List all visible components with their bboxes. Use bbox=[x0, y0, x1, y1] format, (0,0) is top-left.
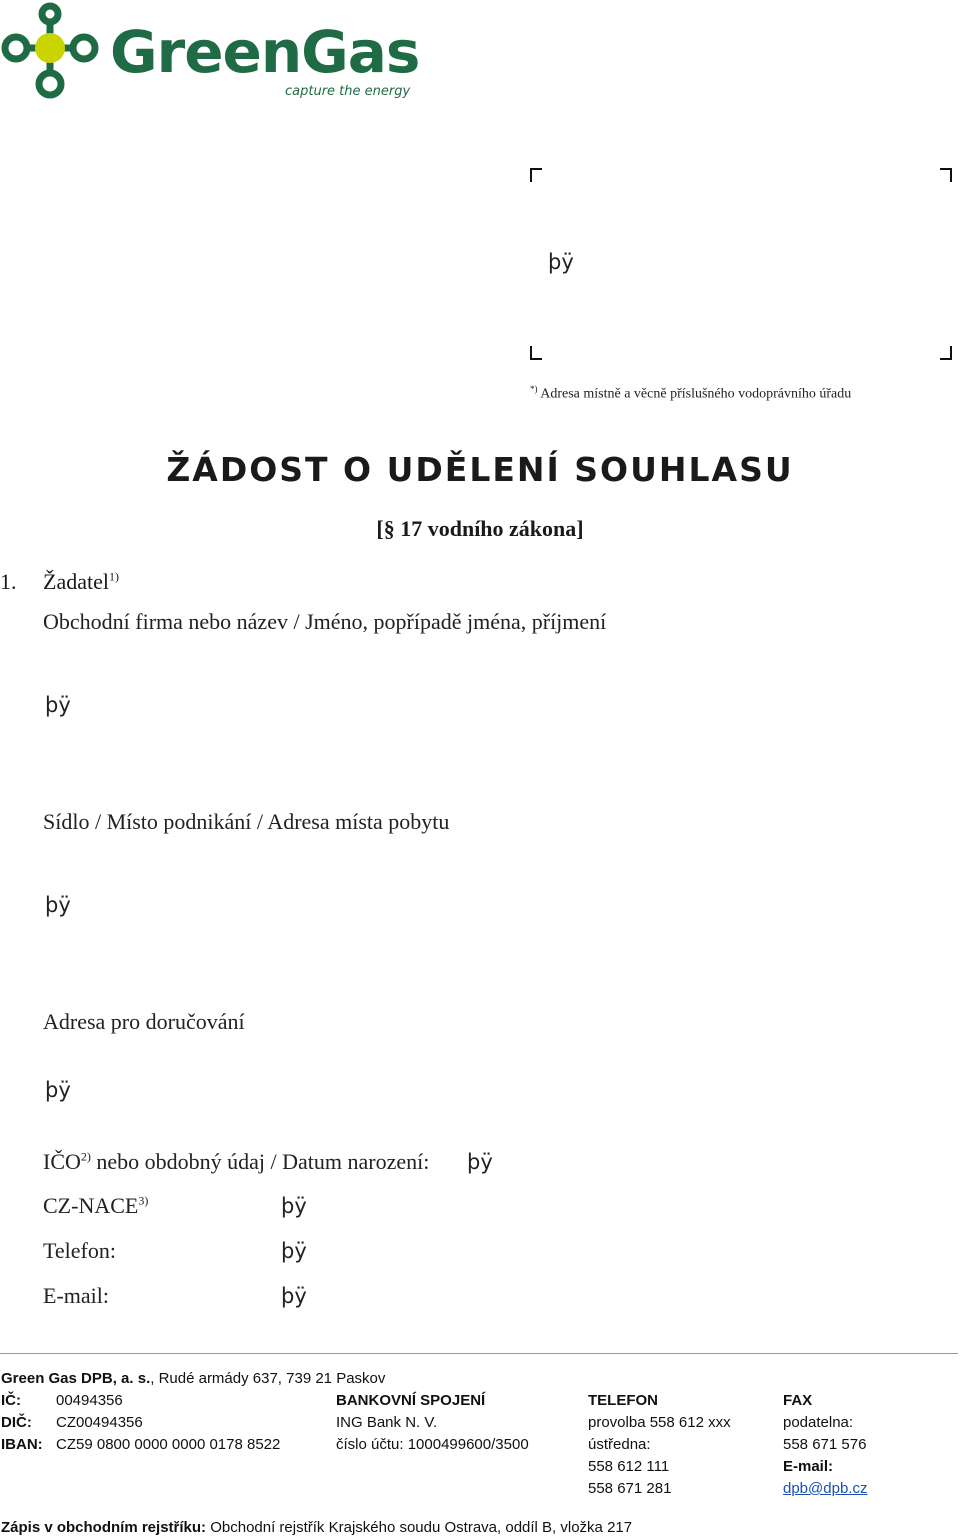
address-frame-corner-top-right bbox=[940, 168, 952, 182]
footer-dic-label: DIČ: bbox=[1, 1414, 32, 1431]
footer-fax-heading: FAX bbox=[783, 1392, 813, 1409]
company-name-field[interactable]: þÿ bbox=[45, 693, 71, 717]
seat-field[interactable]: þÿ bbox=[45, 893, 71, 917]
nace-note: 3) bbox=[138, 1193, 149, 1208]
logo-tagline: capture the energy bbox=[285, 84, 411, 99]
footer-bank-heading: BANKOVNÍ SPOJENÍ bbox=[336, 1392, 486, 1409]
page-title: ŽÁDOST O UDĚLENÍ SOUHLASU bbox=[166, 450, 794, 489]
footer-bank-account: číslo účtu: 1000499600/3500 bbox=[336, 1436, 529, 1453]
note-text: Adresa místně a věcně příslušného vodoprávního úřadu bbox=[540, 386, 852, 402]
footer-phone-line2: ústředna: bbox=[588, 1436, 651, 1453]
footer-phone-line1: provolba 558 612 xxx bbox=[588, 1414, 731, 1431]
footer-phone-heading: TELEFON bbox=[588, 1392, 658, 1409]
footer-company-line bbox=[1, 1370, 385, 1387]
ico-label-a: IČO bbox=[43, 1149, 81, 1174]
footer-register-value: Obchodní rejstřík Krajského soudu Ostrava, oddíl B, vložka 217 bbox=[206, 1519, 633, 1536]
page-subtitle: [§ 17 vodního zákona] bbox=[376, 516, 584, 541]
section-heading bbox=[43, 569, 119, 595]
section-number: 1. bbox=[0, 569, 17, 594]
footer-iban-label: IBAN: bbox=[1, 1436, 43, 1453]
note-mark: *) bbox=[530, 384, 538, 394]
footer-company-name: Green Gas DPB, a. s. bbox=[1, 1370, 151, 1387]
section-heading-note: 1) bbox=[108, 569, 119, 584]
nace-field[interactable]: þÿ bbox=[281, 1194, 307, 1218]
email-label: E-mail: bbox=[43, 1283, 109, 1308]
nace-label bbox=[43, 1193, 148, 1219]
footer-bank-name: ING Bank N. V. bbox=[336, 1414, 438, 1431]
ico-label-b: nebo obdobný údaj / Datum narození: bbox=[96, 1149, 430, 1174]
ico-field[interactable]: þÿ bbox=[467, 1150, 493, 1174]
email-field[interactable]: þÿ bbox=[281, 1284, 307, 1308]
delivery-address-field[interactable]: þÿ bbox=[45, 1078, 71, 1102]
footer-email-link[interactable]: dpb@dpb.cz bbox=[783, 1480, 868, 1497]
footer-fax-line2: 558 671 576 bbox=[783, 1436, 867, 1453]
ico-label bbox=[43, 1149, 429, 1175]
footer-register-line bbox=[1, 1519, 632, 1536]
footer-company-address: , Rudé armády 637, 739 21 Paskov bbox=[150, 1370, 386, 1387]
ico-note: 2) bbox=[80, 1149, 91, 1164]
phone-field[interactable]: þÿ bbox=[281, 1239, 307, 1263]
footer-fax-line1: podatelna: bbox=[783, 1414, 854, 1431]
footer-ic-label: IČ: bbox=[1, 1392, 21, 1409]
footer-divider bbox=[0, 1353, 958, 1354]
seat-label: Sídlo / Místo podnikání / Adresa místa pobytu bbox=[43, 809, 450, 834]
logo-wordmark: GreenGas bbox=[110, 18, 420, 86]
company-logo bbox=[0, 0, 430, 110]
address-frame-corner-bottom-left bbox=[530, 346, 542, 360]
footer-dic-value: CZ00494356 bbox=[56, 1414, 143, 1431]
company-name-label: Obchodní firma nebo název / Jméno, popřípadě jména, příjmení bbox=[43, 609, 607, 634]
footer-iban-value: CZ59 0800 0000 0000 0178 8522 bbox=[56, 1436, 281, 1453]
footer-phone-line3: 558 612 111 bbox=[588, 1458, 670, 1475]
logo-mark-icon bbox=[0, 0, 110, 110]
delivery-address-label: Adresa pro doručování bbox=[43, 1009, 245, 1034]
address-frame-corner-bottom-right bbox=[940, 346, 952, 360]
footer-register-label: Zápis v obchodním rejstříku: bbox=[1, 1519, 207, 1536]
footer-ic-value: 00494356 bbox=[56, 1392, 123, 1409]
nace-label-text: CZ-NACE bbox=[43, 1193, 139, 1218]
footer-email-heading: E-mail: bbox=[783, 1458, 834, 1475]
footer-phone-line4: 558 671 281 bbox=[588, 1480, 672, 1497]
phone-label: Telefon: bbox=[43, 1238, 116, 1263]
section-heading-text: Žadatel bbox=[43, 569, 109, 594]
authority-address-field[interactable]: þÿ bbox=[548, 250, 574, 274]
address-frame-corner-top-left bbox=[530, 168, 542, 182]
authority-address-note bbox=[530, 384, 851, 403]
